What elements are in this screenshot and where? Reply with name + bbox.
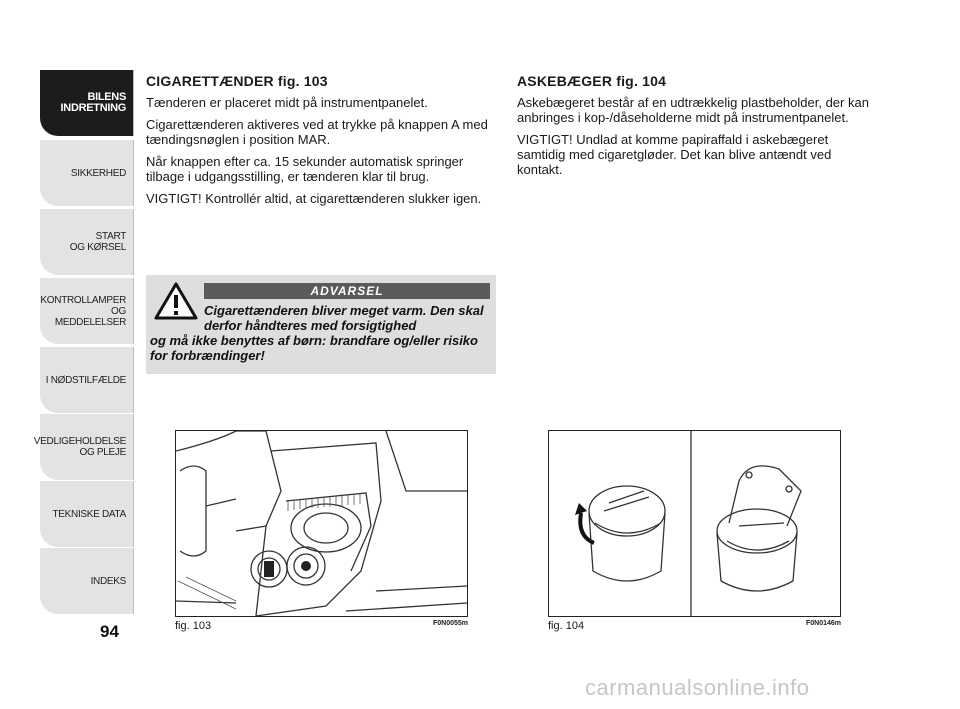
ashtray-illustration	[549, 431, 840, 616]
tab-start-og-korsel[interactable]: START OG KØRSEL	[40, 209, 134, 275]
paragraph: Tænderen er placeret midt på instrumentpanelet.	[146, 95, 428, 110]
paragraph: VIGTIGT! Kontrollér altid, at cigarettænderen slukker igen.	[146, 191, 482, 206]
figure-104-caption: fig. 104	[548, 620, 585, 632]
page-number: 94	[100, 622, 119, 641]
warning-box	[146, 275, 496, 374]
warning-text-line1: Cigarettænderen bliver meget varm. Den skal derfor håndteres med forsigtighed	[204, 303, 484, 333]
figure-103-cigarette-lighter	[175, 430, 468, 617]
dashboard-lighter-illustration	[176, 431, 467, 616]
tab-i-nodstilfaelde[interactable]: I NØDSTILFÆLDE	[40, 347, 134, 413]
tab-bilens-indretning[interactable]: BILENS INDRETNING	[40, 70, 134, 136]
warning-text	[150, 303, 492, 363]
watermark: carmanualsonline.info	[585, 675, 810, 700]
paragraph: Cigarettænderen aktiveres ved at trykke på knappen A med tændingsnøglen i position MAR.	[146, 117, 488, 147]
paragraph: Når knappen efter ca. 15 sekunder automatisk springer tilbage i udgangsstilling, er tænderen klar til brug.	[146, 154, 464, 184]
warning-text-line2: og må ikke benyttes af børn: brandfare og/eller risiko for forbrændinger!	[150, 333, 478, 363]
paragraph: Askebægeret består af en udtrækkelig plastbeholder, der kan anbringes i kop-/dåseholderne midt på instrumentpanelet.	[517, 95, 869, 125]
tab-indeks[interactable]: INDEKS	[40, 548, 134, 614]
section-heading: ASKEBÆGER fig. 104	[517, 73, 667, 89]
figure-103-code: F0N0055m	[433, 620, 469, 627]
tab-tekniske-data[interactable]: TEKNISKE DATA	[40, 481, 134, 547]
figure-104-code: F0N0146m	[806, 620, 842, 627]
paragraph: VIGTIGT! Undlad at komme papiraffald i askebægeret samtidig med cigaretgløder. Det kan blive antændt ved kontakt.	[517, 132, 832, 177]
section-heading: CIGARETTÆNDER fig. 103	[146, 73, 328, 89]
warning-title: ADVARSEL	[204, 283, 490, 299]
tab-vedligeholdelse[interactable]: VEDLIGEHOLDELSE OG PLEJE	[40, 414, 134, 480]
figure-104-ashtray	[548, 430, 841, 617]
tab-kontrollamper[interactable]: KONTROLLAMPER OG MEDDELELSER	[40, 278, 134, 344]
ashtray-section	[517, 74, 877, 184]
tab-sikkerhed[interactable]: SIKKERHED	[40, 140, 134, 206]
cigarette-lighter-section	[146, 74, 496, 213]
figure-103-caption: fig. 103	[175, 620, 212, 632]
